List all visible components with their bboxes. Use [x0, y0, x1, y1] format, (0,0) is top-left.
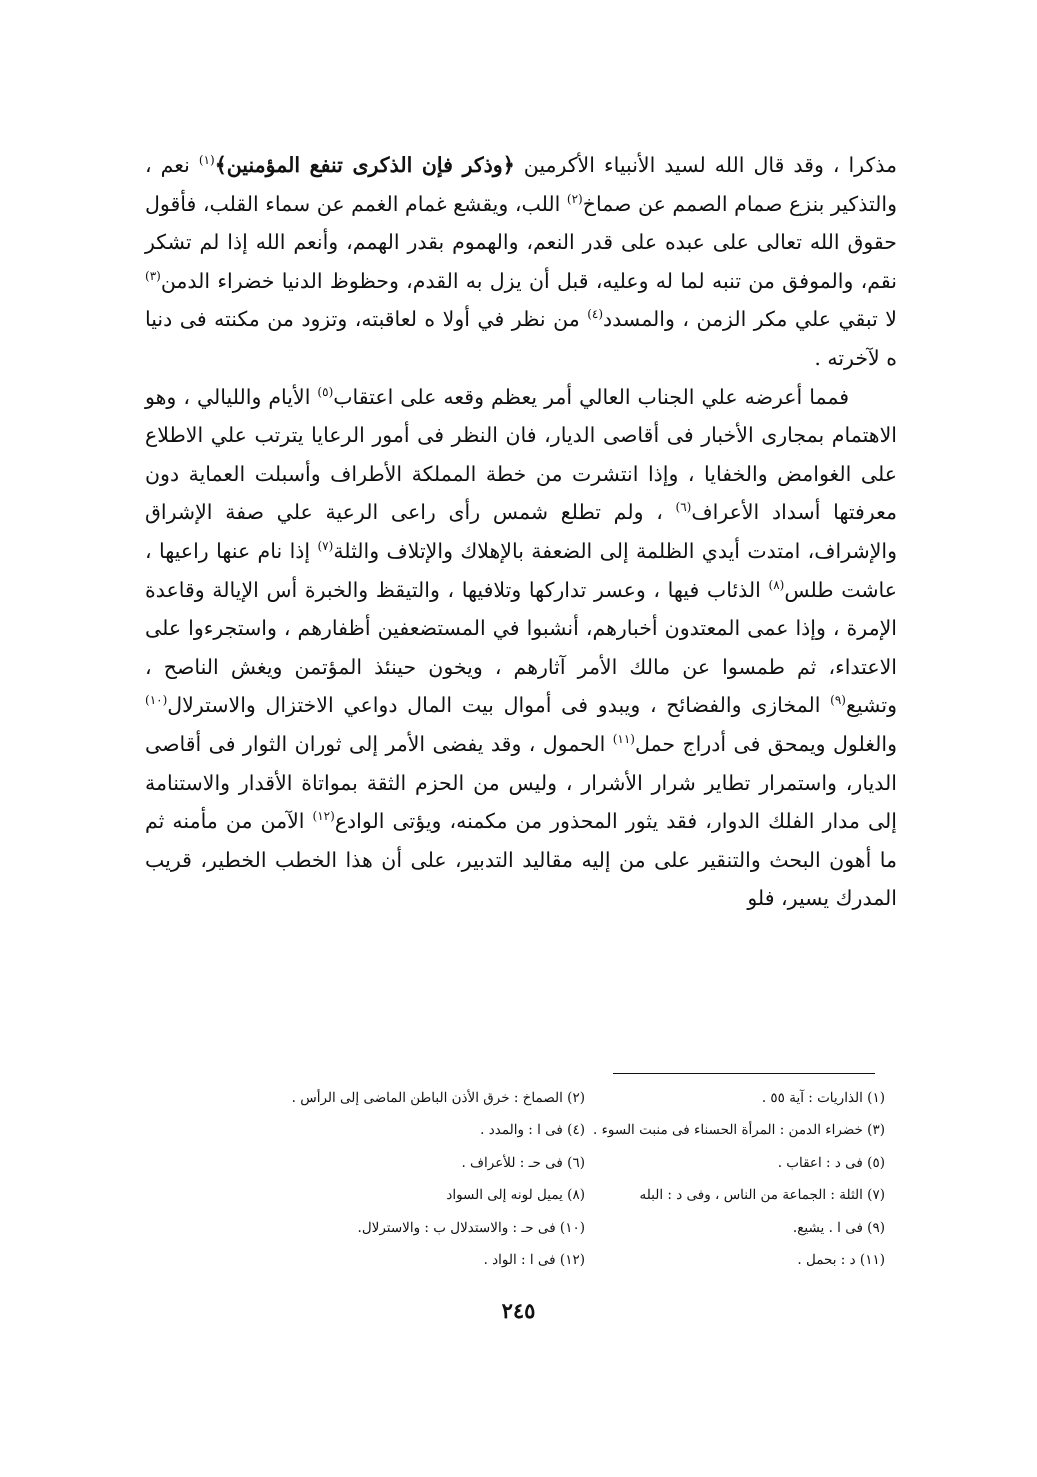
footnote: (٦) فى حـ : للأعراف . — [461, 1154, 585, 1171]
text-run: الحمول ، وقد يفضى الأمر إلى ثوران الثوار فى أقاصى الديار، واستمرار تطاير شرار — [145, 731, 897, 795]
footnote-ref: (٨) — [768, 577, 785, 592]
text-run: بيت المال دواعي الاختزال والاسترلال — [167, 693, 494, 718]
footnote: (١٠) فى حـ : والاستدلال ب : والاسترلال. — [357, 1219, 585, 1236]
footnotes — [205, 1082, 885, 1276]
text-run: العماية دون معرفتها أسداد الأعراف — [145, 461, 897, 525]
footnote: (١) الذاريات : آية ٥٥ . — [761, 1090, 885, 1106]
footnote-ref: (٧) — [317, 539, 334, 554]
footnote-ref: (١٢) — [312, 809, 335, 824]
text-run: والغلول ويمحق فى أدراج حمل — [634, 731, 897, 756]
footnote-ref: (٥) — [317, 384, 334, 399]
text-run: الأيام والليالي ، وهو — [145, 384, 318, 409]
page-number: ٢٤٥ — [501, 1298, 536, 1323]
text-run: يثور المحذور من مكمنه، ويؤتى الوادع — [334, 809, 659, 834]
text-run: ويخون حينئذ المؤتمن ويغش الناصح ، وتشيع — [145, 654, 897, 718]
footnote-ref: (٦) — [675, 500, 692, 515]
footnote: (٨) يميل لونه إلى السواد — [446, 1187, 585, 1204]
paragraph — [145, 378, 897, 918]
text-run: إذا — [289, 538, 318, 563]
paragraph — [145, 146, 897, 378]
text-run: الإشراق والإشراف، امتدت أيدي الظلمة إلى الضعفة بالإهلاك والإتلاف والثلة — [145, 500, 897, 563]
text-run: من نظر في أولا ه لعاقبته، — [354, 307, 588, 332]
text-run: المخازى والفضائح ، ويبدو فى أموال — [503, 693, 831, 718]
footnote: (٥) فى د : اعقاب . — [777, 1154, 885, 1171]
text-run: الآمن من مأمنه ثم ما أهون البحث والتنقير — [145, 809, 897, 872]
text-run: مذكرا ، وقد قال الله لسيد الأنبياء الأكرمين — [514, 153, 897, 177]
text-run: القلب، فأقول حقوق الله تعالى على عبده على قدر النعم، والهموم بقدر الهمم، وأنعم — [145, 191, 897, 255]
text-run: ، ولم تطلع شمس رأى راعى الرعية علي صفة — [225, 500, 676, 525]
footnote-ref: (١) — [198, 153, 215, 168]
text-run: على من إليه مقاليد التدبير، على أن هذا الخطب الخطير، قريب المدرك يسير، فلو — [145, 847, 897, 911]
text-run: الأشرار ، وليس من الحزم الثقة بمواتاة الأقدار والاستنامة إلى مدار الفلك الدوار، فقد — [145, 770, 897, 834]
footnote: (٤) فى ا : والمدد . — [480, 1122, 585, 1139]
footnote: (١٢) فى ا : الواد . — [483, 1252, 585, 1269]
footnote: (١١) د : بحمل . — [797, 1252, 885, 1269]
text-run: والخبرة أس الإيالة وقاعدة الإمرة ، وإذا عمى المعتدون أخبارهم، أنشبوا في — [145, 577, 897, 641]
text-run: لا تبقي علي مكر الزمن ، والمسدد — [603, 307, 897, 332]
text-run: فمما أعرضه علي الجناب العالي أمر يعظم وقعه على اعتقاب — [333, 384, 849, 409]
footnote-ref: (٩) — [830, 693, 846, 708]
footnote: (٣) خضراء الدمن : المرأة الحسناء فى منبت السوء . — [593, 1122, 885, 1139]
text-run: الاهتمام بمجارى الأخبار فى أقاصى الديار، فان النظر فى أمور الرعايا يترتب علي — [210, 423, 897, 448]
text-run: نعم ، والتذكير بنزع صمام الصمم عن صماخ — [145, 153, 897, 216]
text-run: المستضعفين أظفارهم ، واستجرءوا على الاعتداء، ثم طمسوا عن مالك الأمر آثارهم ، — [145, 616, 897, 679]
footnote-separator — [613, 1073, 875, 1074]
text-run: الذئاب فيها ، وعسر تداركها وتلافيها ، والتيقظ — [375, 577, 769, 602]
footnote-ref: (٢) — [566, 191, 583, 206]
text-run: الدنيا خضراء الدمن — [160, 268, 323, 293]
quran-quote: ﴿وذكر فإن الذكرى تنفع المؤمنين﴾ — [214, 153, 515, 177]
text-run: وتزود من مكنته فى دنيا ه لآخرته . — [145, 307, 897, 370]
text-run: نام عنها راعيها ، عاشت طلس — [145, 538, 897, 602]
footnote-ref: (٤) — [587, 307, 604, 322]
footnote-ref: (٣) — [145, 268, 161, 283]
footnote-ref: (١٠) — [145, 693, 168, 708]
footnote: (٧) الثلة : الجماعة من الناس ، وفى د : البله — [639, 1187, 885, 1204]
footnote: (٩) فى ا . يشيع. — [792, 1219, 885, 1236]
body-text — [145, 146, 897, 918]
footnote: (٢) الصماخ : خرق الأذن الباطن الماضى إلى الرأس . — [291, 1090, 585, 1106]
text-run: اللب، ويقشع غمام الغمم عن سماء — [265, 191, 567, 216]
text-run: الله إذا لم تشكر نقم، والموفق من تنبه لما له وعليه، قبل أن يزل به القدم، وحظوظ — [145, 230, 897, 293]
footnote-ref: (١١) — [612, 732, 635, 747]
text-run: الاطلاع على الغوامض والخفايا ، وإذا انتشرت من خطة المملكة الأطراف وأسبلت — [145, 423, 897, 486]
